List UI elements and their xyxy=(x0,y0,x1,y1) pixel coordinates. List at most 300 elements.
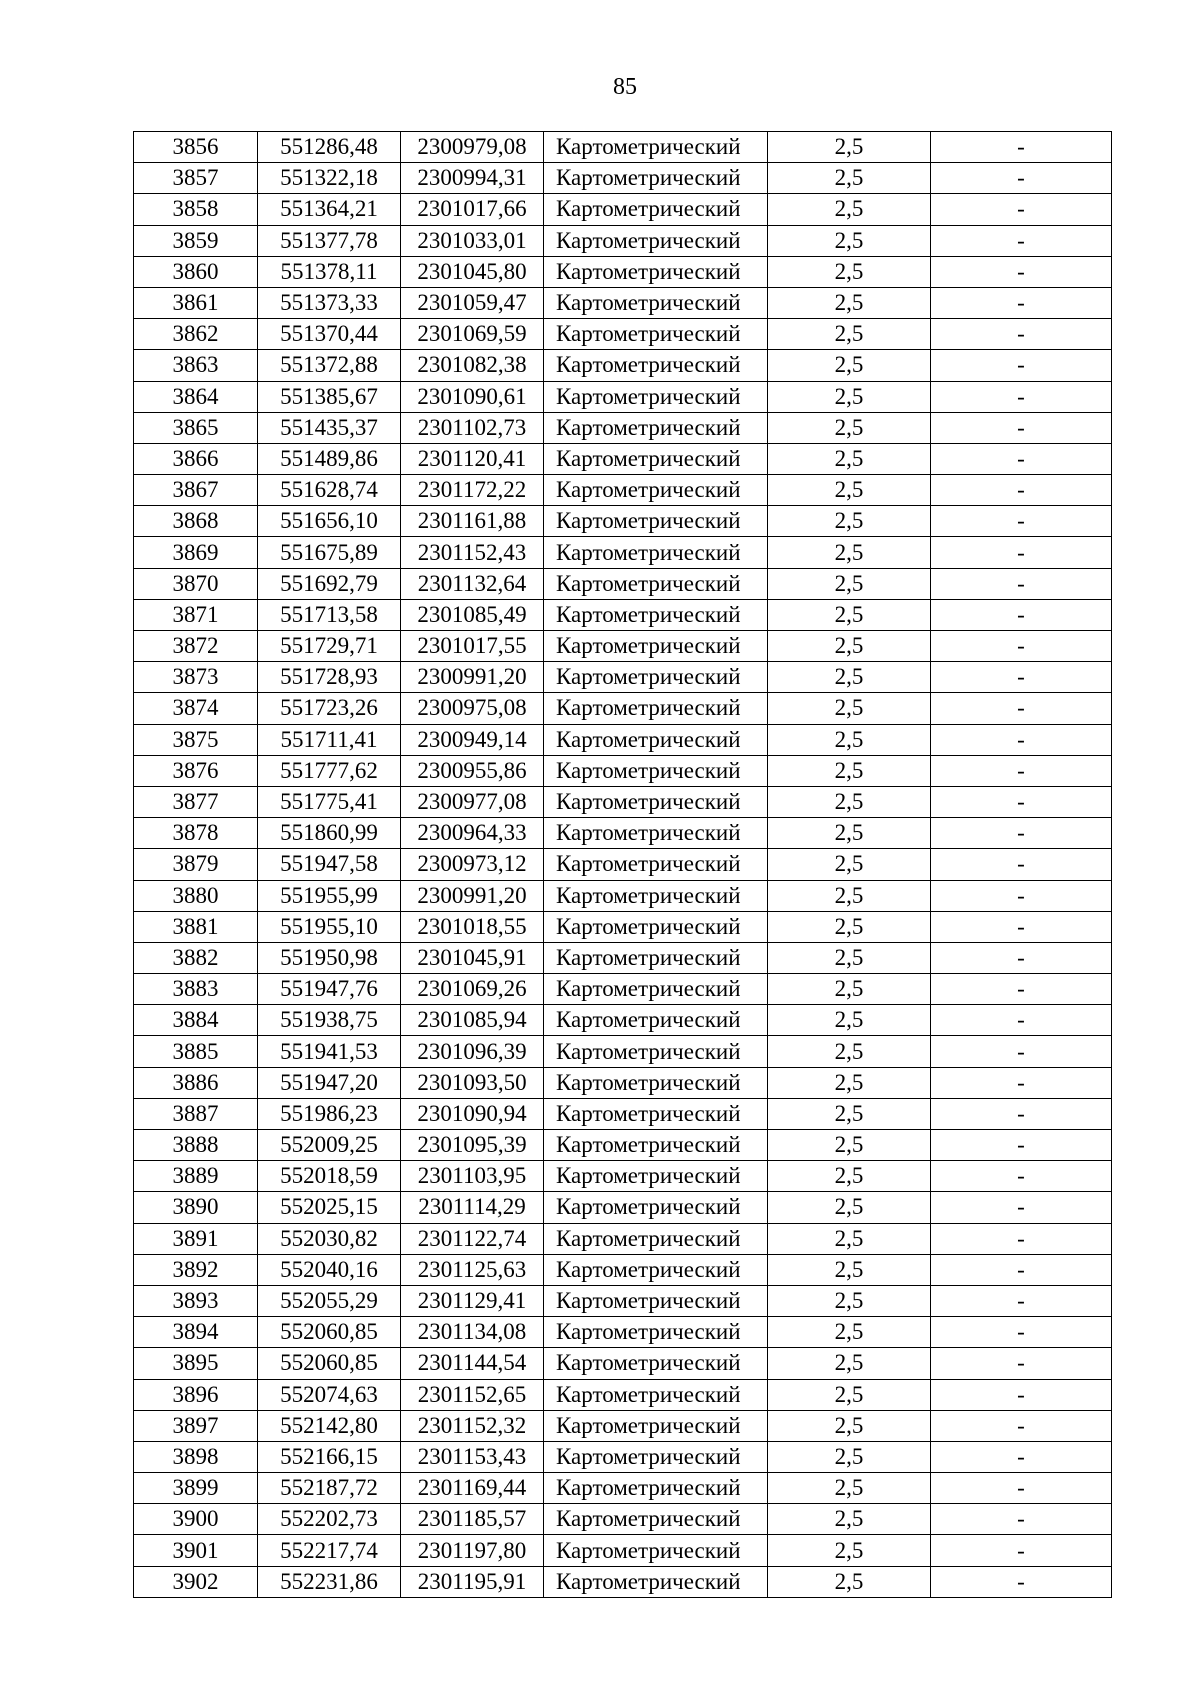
method-cell: Картометрический xyxy=(544,568,768,599)
method-cell: Картометрический xyxy=(544,256,768,287)
note-cell: - xyxy=(931,599,1112,630)
accuracy-cell: 2,5 xyxy=(768,1379,931,1410)
x-coordinate-cell: 551435,37 xyxy=(258,412,401,443)
y-coordinate-cell: 2301114,29 xyxy=(401,1192,544,1223)
point-number-cell: 3862 xyxy=(134,319,258,350)
y-coordinate-cell: 2301045,80 xyxy=(401,256,544,287)
method-cell: Картометрический xyxy=(544,132,768,163)
point-number-cell: 3893 xyxy=(134,1285,258,1316)
accuracy-cell: 2,5 xyxy=(768,911,931,942)
x-coordinate-cell: 552060,85 xyxy=(258,1317,401,1348)
x-coordinate-cell: 551373,33 xyxy=(258,287,401,318)
table-row xyxy=(134,381,1112,412)
point-number-cell: 3888 xyxy=(134,1130,258,1161)
x-coordinate-cell: 552040,16 xyxy=(258,1254,401,1285)
note-cell: - xyxy=(931,1348,1112,1379)
point-number-cell: 3873 xyxy=(134,662,258,693)
point-number-cell: 3898 xyxy=(134,1441,258,1472)
x-coordinate-cell: 552060,85 xyxy=(258,1348,401,1379)
note-cell: - xyxy=(931,818,1112,849)
point-number-cell: 3880 xyxy=(134,880,258,911)
table-row xyxy=(134,194,1112,225)
y-coordinate-cell: 2301152,32 xyxy=(401,1410,544,1441)
method-cell: Картометрический xyxy=(544,631,768,662)
y-coordinate-cell: 2301152,43 xyxy=(401,537,544,568)
y-coordinate-cell: 2301045,91 xyxy=(401,942,544,973)
x-coordinate-cell: 551938,75 xyxy=(258,1005,401,1036)
method-cell: Картометрический xyxy=(544,786,768,817)
accuracy-cell: 2,5 xyxy=(768,662,931,693)
table-row xyxy=(134,132,1112,163)
note-cell: - xyxy=(931,443,1112,474)
accuracy-cell: 2,5 xyxy=(768,1473,931,1504)
table-row xyxy=(134,1098,1112,1129)
point-number-cell: 3860 xyxy=(134,256,258,287)
method-cell: Картометрический xyxy=(544,381,768,412)
table-row xyxy=(134,755,1112,786)
table-row xyxy=(134,1379,1112,1410)
x-coordinate-cell: 552187,72 xyxy=(258,1473,401,1504)
method-cell: Картометрический xyxy=(544,537,768,568)
method-cell: Картометрический xyxy=(544,287,768,318)
method-cell: Картометрический xyxy=(544,755,768,786)
table-row xyxy=(134,568,1112,599)
x-coordinate-cell: 551775,41 xyxy=(258,786,401,817)
method-cell: Картометрический xyxy=(544,1130,768,1161)
table-row xyxy=(134,849,1112,880)
y-coordinate-cell: 2300991,20 xyxy=(401,880,544,911)
note-cell: - xyxy=(931,1223,1112,1254)
y-coordinate-cell: 2301085,94 xyxy=(401,1005,544,1036)
table-row xyxy=(134,1566,1112,1597)
note-cell: - xyxy=(931,287,1112,318)
point-number-cell: 3878 xyxy=(134,818,258,849)
x-coordinate-cell: 552009,25 xyxy=(258,1130,401,1161)
y-coordinate-cell: 2301093,50 xyxy=(401,1067,544,1098)
accuracy-cell: 2,5 xyxy=(768,942,931,973)
y-coordinate-cell: 2301085,49 xyxy=(401,599,544,630)
note-cell: - xyxy=(931,1254,1112,1285)
y-coordinate-cell: 2301018,55 xyxy=(401,911,544,942)
method-cell: Картометрический xyxy=(544,724,768,755)
x-coordinate-cell: 551713,58 xyxy=(258,599,401,630)
y-coordinate-cell: 2301169,44 xyxy=(401,1473,544,1504)
point-number-cell: 3858 xyxy=(134,194,258,225)
x-coordinate-cell: 551729,71 xyxy=(258,631,401,662)
table-row xyxy=(134,319,1112,350)
accuracy-cell: 2,5 xyxy=(768,1036,931,1067)
y-coordinate-cell: 2300973,12 xyxy=(401,849,544,880)
accuracy-cell: 2,5 xyxy=(768,475,931,506)
note-cell: - xyxy=(931,755,1112,786)
method-cell: Картометрический xyxy=(544,194,768,225)
note-cell: - xyxy=(931,1285,1112,1316)
y-coordinate-cell: 2301069,59 xyxy=(401,319,544,350)
table-row xyxy=(134,974,1112,1005)
accuracy-cell: 2,5 xyxy=(768,1535,931,1566)
table-row xyxy=(134,1317,1112,1348)
note-cell: - xyxy=(931,1192,1112,1223)
point-number-cell: 3872 xyxy=(134,631,258,662)
note-cell: - xyxy=(931,1379,1112,1410)
note-cell: - xyxy=(931,1504,1112,1535)
point-number-cell: 3891 xyxy=(134,1223,258,1254)
x-coordinate-cell: 552166,15 xyxy=(258,1441,401,1472)
table-row xyxy=(134,1130,1112,1161)
note-cell: - xyxy=(931,1473,1112,1504)
point-number-cell: 3879 xyxy=(134,849,258,880)
accuracy-cell: 2,5 xyxy=(768,1005,931,1036)
note-cell: - xyxy=(931,256,1112,287)
x-coordinate-cell: 551986,23 xyxy=(258,1098,401,1129)
table-row xyxy=(134,911,1112,942)
x-coordinate-cell: 551692,79 xyxy=(258,568,401,599)
point-number-cell: 3884 xyxy=(134,1005,258,1036)
method-cell: Картометрический xyxy=(544,1473,768,1504)
note-cell: - xyxy=(931,350,1112,381)
point-number-cell: 3870 xyxy=(134,568,258,599)
accuracy-cell: 2,5 xyxy=(768,1285,931,1316)
accuracy-cell: 2,5 xyxy=(768,1348,931,1379)
accuracy-cell: 2,5 xyxy=(768,1130,931,1161)
x-coordinate-cell: 552231,86 xyxy=(258,1566,401,1597)
y-coordinate-cell: 2301102,73 xyxy=(401,412,544,443)
point-number-cell: 3900 xyxy=(134,1504,258,1535)
point-number-cell: 3895 xyxy=(134,1348,258,1379)
point-number-cell: 3889 xyxy=(134,1161,258,1192)
table-row xyxy=(134,786,1112,817)
method-cell: Картометрический xyxy=(544,1161,768,1192)
method-cell: Картометрический xyxy=(544,974,768,1005)
x-coordinate-cell: 551947,20 xyxy=(258,1067,401,1098)
table-row xyxy=(134,287,1112,318)
x-coordinate-cell: 551955,99 xyxy=(258,880,401,911)
accuracy-cell: 2,5 xyxy=(768,818,931,849)
point-number-cell: 3876 xyxy=(134,755,258,786)
x-coordinate-cell: 552018,59 xyxy=(258,1161,401,1192)
y-coordinate-cell: 2301144,54 xyxy=(401,1348,544,1379)
y-coordinate-cell: 2301017,55 xyxy=(401,631,544,662)
y-coordinate-cell: 2301095,39 xyxy=(401,1130,544,1161)
page-number: 85 xyxy=(613,74,637,100)
x-coordinate-cell: 551728,93 xyxy=(258,662,401,693)
x-coordinate-cell: 552074,63 xyxy=(258,1379,401,1410)
method-cell: Картометрический xyxy=(544,1348,768,1379)
method-cell: Картометрический xyxy=(544,1098,768,1129)
y-coordinate-cell: 2301090,61 xyxy=(401,381,544,412)
accuracy-cell: 2,5 xyxy=(768,755,931,786)
table-row xyxy=(134,724,1112,755)
accuracy-cell: 2,5 xyxy=(768,412,931,443)
y-coordinate-cell: 2300949,14 xyxy=(401,724,544,755)
table-row xyxy=(134,537,1112,568)
table-row xyxy=(134,1348,1112,1379)
accuracy-cell: 2,5 xyxy=(768,599,931,630)
method-cell: Картометрический xyxy=(544,412,768,443)
note-cell: - xyxy=(931,631,1112,662)
method-cell: Картометрический xyxy=(544,1379,768,1410)
method-cell: Картометрический xyxy=(544,319,768,350)
note-cell: - xyxy=(931,1566,1112,1597)
y-coordinate-cell: 2300975,08 xyxy=(401,693,544,724)
point-number-cell: 3867 xyxy=(134,475,258,506)
point-number-cell: 3865 xyxy=(134,412,258,443)
note-cell: - xyxy=(931,1005,1112,1036)
y-coordinate-cell: 2301134,08 xyxy=(401,1317,544,1348)
point-number-cell: 3866 xyxy=(134,443,258,474)
table-row xyxy=(134,599,1112,630)
x-coordinate-cell: 551947,76 xyxy=(258,974,401,1005)
note-cell: - xyxy=(931,319,1112,350)
note-cell: - xyxy=(931,537,1112,568)
point-number-cell: 3892 xyxy=(134,1254,258,1285)
point-number-cell: 3861 xyxy=(134,287,258,318)
table-row xyxy=(134,693,1112,724)
accuracy-cell: 2,5 xyxy=(768,443,931,474)
x-coordinate-cell: 551777,62 xyxy=(258,755,401,786)
accuracy-cell: 2,5 xyxy=(768,1504,931,1535)
point-number-cell: 3885 xyxy=(134,1036,258,1067)
note-cell: - xyxy=(931,475,1112,506)
method-cell: Картометрический xyxy=(544,662,768,693)
accuracy-cell: 2,5 xyxy=(768,163,931,194)
accuracy-cell: 2,5 xyxy=(768,693,931,724)
method-cell: Картометрический xyxy=(544,1441,768,1472)
method-cell: Картометрический xyxy=(544,506,768,537)
method-cell: Картометрический xyxy=(544,1410,768,1441)
y-coordinate-cell: 2301033,01 xyxy=(401,225,544,256)
accuracy-cell: 2,5 xyxy=(768,1410,931,1441)
point-number-cell: 3883 xyxy=(134,974,258,1005)
method-cell: Картометрический xyxy=(544,1254,768,1285)
table-row xyxy=(134,1036,1112,1067)
accuracy-cell: 2,5 xyxy=(768,194,931,225)
x-coordinate-cell: 552030,82 xyxy=(258,1223,401,1254)
point-number-cell: 3868 xyxy=(134,506,258,537)
method-cell: Картометрический xyxy=(544,1067,768,1098)
method-cell: Картометрический xyxy=(544,1317,768,1348)
method-cell: Картометрический xyxy=(544,1005,768,1036)
table-row xyxy=(134,1223,1112,1254)
method-cell: Картометрический xyxy=(544,225,768,256)
point-number-cell: 3901 xyxy=(134,1535,258,1566)
note-cell: - xyxy=(931,506,1112,537)
table-row xyxy=(134,475,1112,506)
note-cell: - xyxy=(931,132,1112,163)
table-row xyxy=(134,1254,1112,1285)
point-number-cell: 3886 xyxy=(134,1067,258,1098)
note-cell: - xyxy=(931,1410,1112,1441)
method-cell: Картометрический xyxy=(544,1535,768,1566)
accuracy-cell: 2,5 xyxy=(768,1098,931,1129)
point-number-cell: 3875 xyxy=(134,724,258,755)
table-row xyxy=(134,631,1112,662)
y-coordinate-cell: 2301103,95 xyxy=(401,1161,544,1192)
y-coordinate-cell: 2301132,64 xyxy=(401,568,544,599)
y-coordinate-cell: 2301153,43 xyxy=(401,1441,544,1472)
table-row xyxy=(134,163,1112,194)
method-cell: Картометрический xyxy=(544,818,768,849)
note-cell: - xyxy=(931,1067,1112,1098)
note-cell: - xyxy=(931,1161,1112,1192)
x-coordinate-cell: 551941,53 xyxy=(258,1036,401,1067)
note-cell: - xyxy=(931,225,1112,256)
point-number-cell: 3871 xyxy=(134,599,258,630)
table-row xyxy=(134,350,1112,381)
note-cell: - xyxy=(931,194,1112,225)
point-number-cell: 3897 xyxy=(134,1410,258,1441)
accuracy-cell: 2,5 xyxy=(768,381,931,412)
x-coordinate-cell: 551675,89 xyxy=(258,537,401,568)
y-coordinate-cell: 2301152,65 xyxy=(401,1379,544,1410)
table-row xyxy=(134,1285,1112,1316)
y-coordinate-cell: 2301125,63 xyxy=(401,1254,544,1285)
point-number-cell: 3882 xyxy=(134,942,258,973)
accuracy-cell: 2,5 xyxy=(768,225,931,256)
point-number-cell: 3890 xyxy=(134,1192,258,1223)
x-coordinate-cell: 552217,74 xyxy=(258,1535,401,1566)
method-cell: Картометрический xyxy=(544,693,768,724)
y-coordinate-cell: 2301185,57 xyxy=(401,1504,544,1535)
y-coordinate-cell: 2301017,66 xyxy=(401,194,544,225)
note-cell: - xyxy=(931,880,1112,911)
method-cell: Картометрический xyxy=(544,350,768,381)
note-cell: - xyxy=(931,942,1112,973)
point-number-cell: 3899 xyxy=(134,1473,258,1504)
x-coordinate-cell: 551947,58 xyxy=(258,849,401,880)
method-cell: Картометрический xyxy=(544,599,768,630)
accuracy-cell: 2,5 xyxy=(768,1192,931,1223)
method-cell: Картометрический xyxy=(544,1285,768,1316)
point-number-cell: 3874 xyxy=(134,693,258,724)
y-coordinate-cell: 2301090,94 xyxy=(401,1098,544,1129)
x-coordinate-cell: 551628,74 xyxy=(258,475,401,506)
table-row xyxy=(134,1504,1112,1535)
note-cell: - xyxy=(931,1317,1112,1348)
method-cell: Картометрический xyxy=(544,880,768,911)
x-coordinate-cell: 551377,78 xyxy=(258,225,401,256)
method-cell: Картометрический xyxy=(544,849,768,880)
coordinates-table-body xyxy=(134,132,1112,1598)
note-cell: - xyxy=(931,1441,1112,1472)
x-coordinate-cell: 551370,44 xyxy=(258,319,401,350)
table-row xyxy=(134,1473,1112,1504)
x-coordinate-cell: 551385,67 xyxy=(258,381,401,412)
y-coordinate-cell: 2301129,41 xyxy=(401,1285,544,1316)
x-coordinate-cell: 552055,29 xyxy=(258,1285,401,1316)
note-cell: - xyxy=(931,1036,1112,1067)
method-cell: Картометрический xyxy=(544,942,768,973)
y-coordinate-cell: 2301195,91 xyxy=(401,1566,544,1597)
accuracy-cell: 2,5 xyxy=(768,287,931,318)
x-coordinate-cell: 552202,73 xyxy=(258,1504,401,1535)
y-coordinate-cell: 2301161,88 xyxy=(401,506,544,537)
accuracy-cell: 2,5 xyxy=(768,1254,931,1285)
accuracy-cell: 2,5 xyxy=(768,1566,931,1597)
x-coordinate-cell: 551860,99 xyxy=(258,818,401,849)
point-number-cell: 3896 xyxy=(134,1379,258,1410)
x-coordinate-cell: 551723,26 xyxy=(258,693,401,724)
note-cell: - xyxy=(931,849,1112,880)
accuracy-cell: 2,5 xyxy=(768,724,931,755)
method-cell: Картометрический xyxy=(544,1223,768,1254)
point-number-cell: 3864 xyxy=(134,381,258,412)
note-cell: - xyxy=(931,568,1112,599)
y-coordinate-cell: 2301197,80 xyxy=(401,1535,544,1566)
point-number-cell: 3859 xyxy=(134,225,258,256)
accuracy-cell: 2,5 xyxy=(768,1161,931,1192)
note-cell: - xyxy=(931,724,1112,755)
note-cell: - xyxy=(931,693,1112,724)
y-coordinate-cell: 2301096,39 xyxy=(401,1036,544,1067)
accuracy-cell: 2,5 xyxy=(768,537,931,568)
table-row xyxy=(134,880,1112,911)
note-cell: - xyxy=(931,1535,1112,1566)
y-coordinate-cell: 2301059,47 xyxy=(401,287,544,318)
accuracy-cell: 2,5 xyxy=(768,1317,931,1348)
method-cell: Картометрический xyxy=(544,1504,768,1535)
accuracy-cell: 2,5 xyxy=(768,350,931,381)
y-coordinate-cell: 2300991,20 xyxy=(401,662,544,693)
y-coordinate-cell: 2300955,86 xyxy=(401,755,544,786)
method-cell: Картометрический xyxy=(544,443,768,474)
table-row xyxy=(134,1441,1112,1472)
accuracy-cell: 2,5 xyxy=(768,974,931,1005)
accuracy-cell: 2,5 xyxy=(768,568,931,599)
method-cell: Картометрический xyxy=(544,475,768,506)
accuracy-cell: 2,5 xyxy=(768,319,931,350)
x-coordinate-cell: 551656,10 xyxy=(258,506,401,537)
accuracy-cell: 2,5 xyxy=(768,1441,931,1472)
point-number-cell: 3856 xyxy=(134,132,258,163)
x-coordinate-cell: 551286,48 xyxy=(258,132,401,163)
coordinates-table xyxy=(133,131,1112,1598)
y-coordinate-cell: 2300964,33 xyxy=(401,818,544,849)
x-coordinate-cell: 551364,21 xyxy=(258,194,401,225)
method-cell: Картометрический xyxy=(544,1566,768,1597)
point-number-cell: 3887 xyxy=(134,1098,258,1129)
table-row xyxy=(134,506,1112,537)
accuracy-cell: 2,5 xyxy=(768,256,931,287)
accuracy-cell: 2,5 xyxy=(768,506,931,537)
x-coordinate-cell: 551322,18 xyxy=(258,163,401,194)
table-row xyxy=(134,942,1112,973)
x-coordinate-cell: 551955,10 xyxy=(258,911,401,942)
x-coordinate-cell: 552025,15 xyxy=(258,1192,401,1223)
note-cell: - xyxy=(931,1098,1112,1129)
table-row xyxy=(134,1192,1112,1223)
table-row xyxy=(134,818,1112,849)
table-row xyxy=(134,1161,1112,1192)
point-number-cell: 3863 xyxy=(134,350,258,381)
x-coordinate-cell: 551378,11 xyxy=(258,256,401,287)
accuracy-cell: 2,5 xyxy=(768,786,931,817)
point-number-cell: 3894 xyxy=(134,1317,258,1348)
point-number-cell: 3902 xyxy=(134,1566,258,1597)
table-row xyxy=(134,662,1112,693)
accuracy-cell: 2,5 xyxy=(768,1223,931,1254)
y-coordinate-cell: 2301082,38 xyxy=(401,350,544,381)
note-cell: - xyxy=(931,974,1112,1005)
method-cell: Картометрический xyxy=(544,911,768,942)
note-cell: - xyxy=(931,412,1112,443)
point-number-cell: 3881 xyxy=(134,911,258,942)
note-cell: - xyxy=(931,662,1112,693)
table-row xyxy=(134,443,1112,474)
note-cell: - xyxy=(931,163,1112,194)
method-cell: Картометрический xyxy=(544,163,768,194)
y-coordinate-cell: 2300979,08 xyxy=(401,132,544,163)
